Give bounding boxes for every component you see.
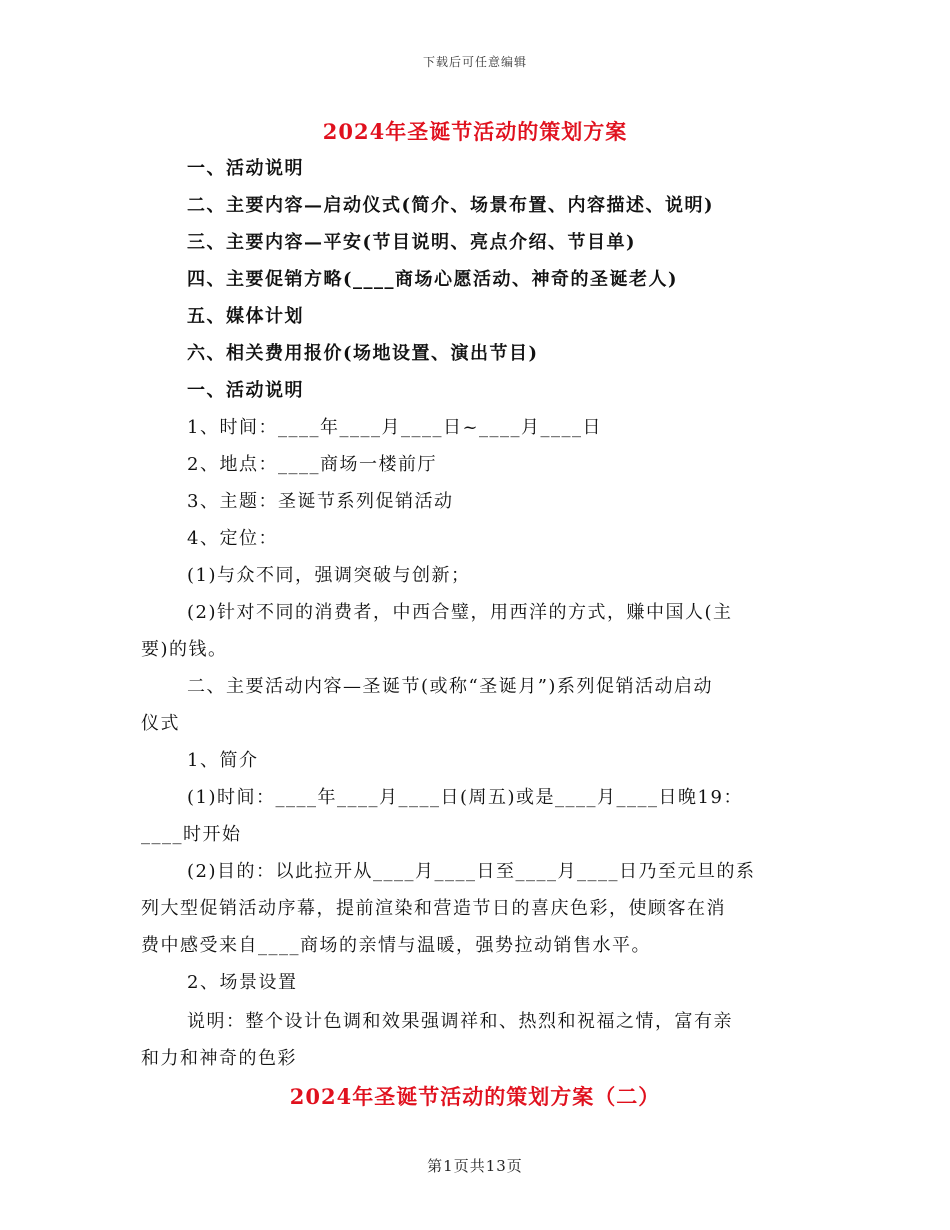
header-note: 下载后可任意编辑 [422, 55, 527, 69]
section-2-heading: 二、主要活动内容—圣诞节(或称“圣诞月”)系列促销活动启动 [187, 676, 713, 697]
scene-description-cont: 和力和神奇的色彩 [141, 1048, 297, 1069]
outline-item-6: 六、相关费用报价(场地设置、演出节目) [187, 343, 539, 364]
location-line: 2、地点：____商场一楼前厅 [187, 454, 437, 475]
section-heading: 一、活动说明 [187, 380, 304, 401]
intro-purpose-cont-2: 费中感受来自____商场的亲情与温暖，强势拉动销售水平。 [141, 935, 651, 956]
positioning-line: 4、定位： [187, 528, 278, 549]
positioning-item-1: (1)与众不同，强调突破与创新； [187, 565, 471, 586]
positioning-item-2-cont: 要)的钱。 [141, 639, 228, 660]
scene-description: 说明：整个设计色调和效果强调祥和、热烈和祝福之情，富有亲 [187, 1011, 733, 1032]
positioning-item-2: (2)针对不同的消费者，中西合璧，用西洋的方式，赚中国人(主 [187, 602, 733, 623]
outline-item-4: 四、主要促销方略(____商场心愿活动、神奇的圣诞老人) [187, 269, 679, 290]
page-footer: 第1页共13页 [427, 1157, 523, 1175]
intro-time: (1)时间：____年____月____日(周五)或是____月____日晚19： [187, 787, 743, 808]
outline-item-1: 一、活动说明 [187, 158, 304, 179]
intro-time-cont: ____时开始 [141, 824, 242, 845]
scene-heading: 2、场景设置 [187, 972, 298, 993]
document-title: 2024年圣诞节活动的策划方案 [322, 119, 628, 144]
outline-item-3: 三、主要内容—平安(节目说明、亮点介绍、节目单) [187, 232, 637, 253]
second-document-title: 2024年圣诞节活动的策划方案（二） [289, 1084, 661, 1109]
section-2-heading-cont: 仪式 [141, 713, 180, 734]
intro-heading: 1、简介 [187, 750, 259, 771]
theme-line: 3、主题：圣诞节系列促销活动 [187, 491, 454, 512]
outline-item-5: 五、媒体计划 [187, 306, 304, 327]
intro-purpose: (2)目的：以此拉开从____月____日至____月____日乃至元旦的系 [187, 861, 756, 882]
intro-purpose-cont-1: 列大型促销活动序幕，提前渲染和营造节日的喜庆色彩，使顾客在消 [141, 898, 726, 919]
time-line: 1、时间：____年____月____日~____月____日 [187, 417, 603, 438]
outline-item-2: 二、主要内容—启动仪式(简介、场景布置、内容描述、说明) [187, 195, 715, 216]
